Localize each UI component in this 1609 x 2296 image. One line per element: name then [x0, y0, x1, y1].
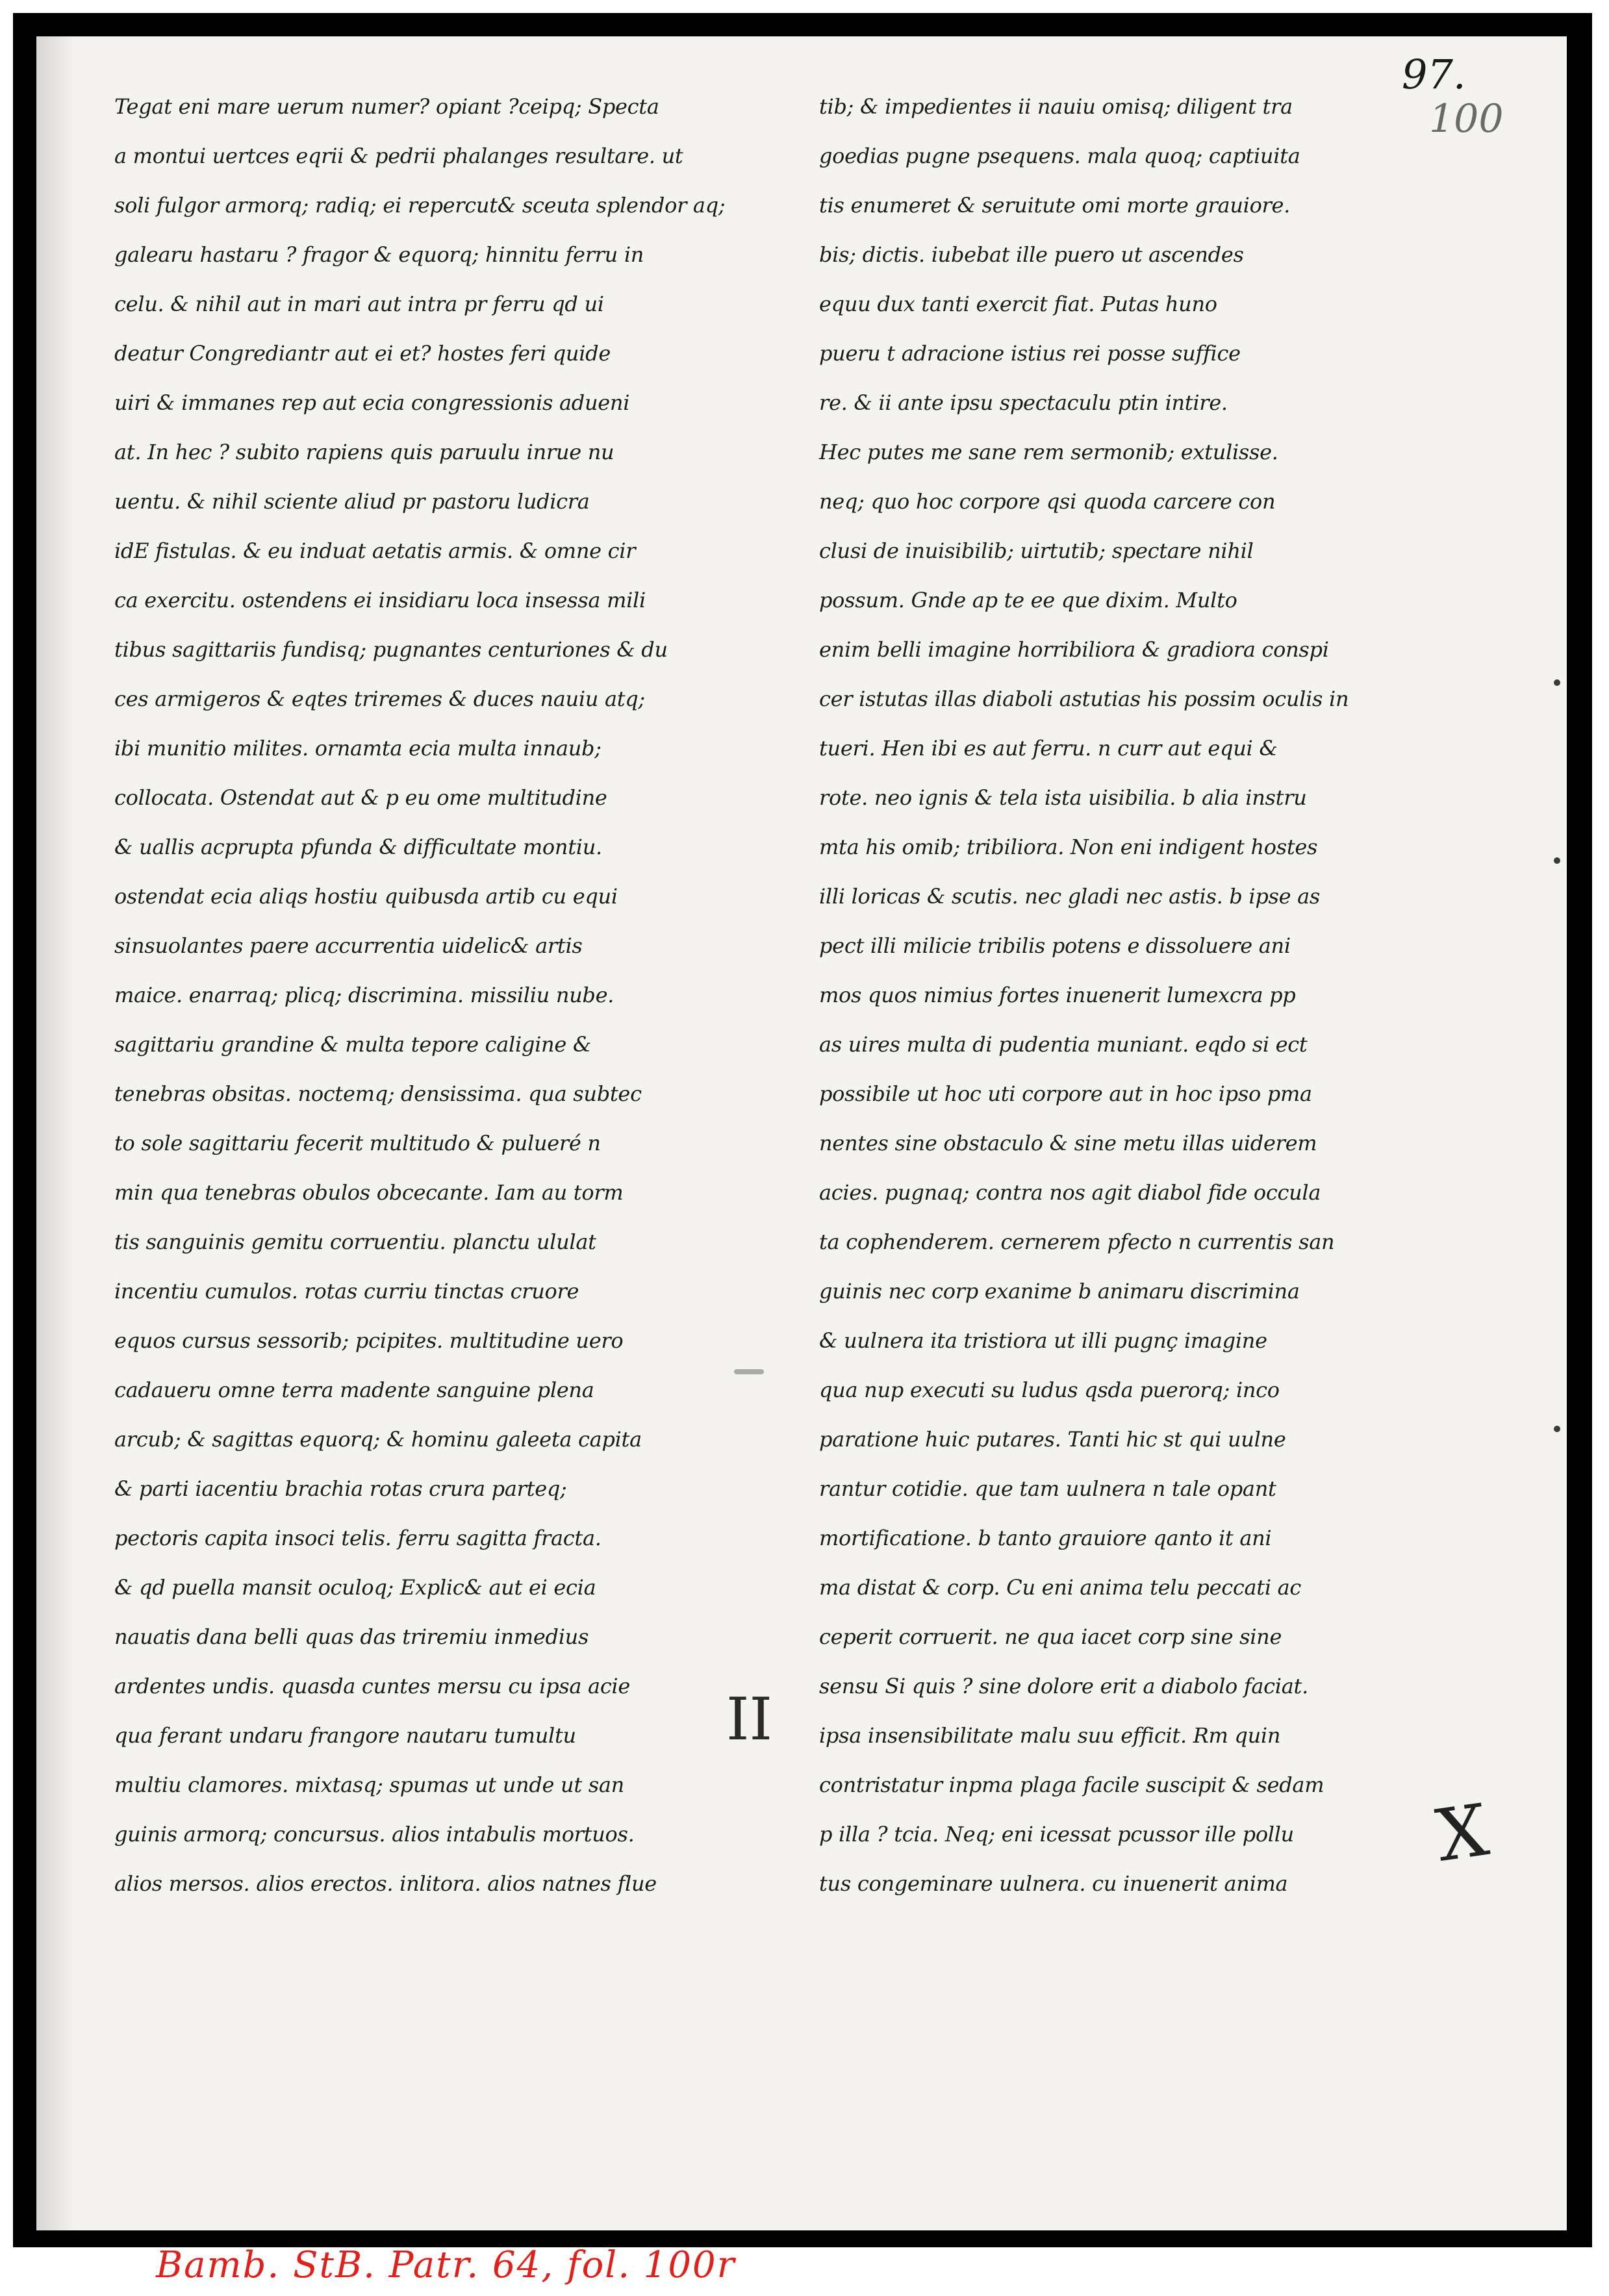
text-line: guinis armorq; concursus. alios intabulis mortuos. [114, 1822, 635, 1847]
text-line: goedias pugne psequens. mala quoq; captiuita [819, 144, 1300, 168]
text-line: paratione huic putares. Tanti hic st qui uulne [819, 1427, 1286, 1452]
margin-side-mark: II [726, 1685, 773, 1754]
text-line: tis sanguinis gemitu corruentiu. planctu ululat [114, 1230, 596, 1254]
text-line: min qua tenebras obulos obcecante. Iam au torm [114, 1180, 624, 1205]
text-line: & uallis acprupta pfunda & difficultate montiu. [114, 835, 602, 859]
text-line: ardentes undis. quasda cuntes mersu cu ipsa acie [114, 1674, 631, 1698]
text-line: ceperit corruerit. ne qua iacet corp sine sine [819, 1624, 1282, 1649]
text-line: uiri & immanes rep aut ecia congressionis adueni [114, 390, 630, 415]
text-line: idE fistulas. & eu induat aetatis armis. & omne cir [114, 538, 636, 563]
text-line: guinis nec corp exanime b animaru discrimina [819, 1279, 1300, 1304]
text-line: ostendat ecia aliqs hostiu quibusda artib cu equi [114, 884, 618, 909]
text-line: mortificatione. b tanto grauiore qanto it ani [819, 1526, 1272, 1550]
text-line: possum. Gnde ap te ee que dixim. Multo [819, 588, 1237, 612]
text-line: maice. enarraq; plicq; discrimina. missiliu nube. [114, 983, 614, 1007]
text-line: contristatur inpma plaga facile suscipit & sedam [819, 1772, 1324, 1797]
text-line: as uires multa di pudentia muniant. eqdo si ect [819, 1032, 1308, 1057]
text-line: neq; quo hoc corpore qsi quoda carcere con [819, 489, 1276, 514]
text-line: arcub; & sagittas equorq; & hominu galeeta capita [114, 1427, 642, 1452]
text-line: Hec putes me sane rem sermonib; extulisse. [819, 440, 1278, 464]
margin-dash-mark [734, 1369, 764, 1374]
text-line: ca exercitu. ostendens ei insidiaru loca insessa mili [114, 588, 646, 612]
text-line: pueru t adracione istius rei posse suffice [819, 341, 1241, 366]
scan-frame [13, 13, 1592, 2247]
text-line: tueri. Hen ibi es aut ferru. n curr aut equi & [819, 736, 1278, 761]
right-text-column [819, 82, 1443, 1908]
gutter-shadow [36, 36, 75, 2230]
text-line: acies. pugnaq; contra nos agit diabol fide occula [819, 1180, 1321, 1205]
text-line: qua nup executi su ludus qsda puerorq; inco [819, 1378, 1280, 1402]
text-line: galearu hastaru ? fragor & equorq; hinnitu ferru in [114, 242, 644, 267]
text-line: enim belli imagine horribiliora & gradiora conspi [819, 637, 1329, 662]
text-line: celu. & nihil aut in mari aut intra pr ferru qd ui [114, 292, 604, 316]
text-line: & qd puella mansit oculoq; Explic& aut ei ecia [114, 1575, 596, 1600]
text-line: Tegat eni mare uerum numer? opiant ?ceipq; Specta [114, 94, 659, 119]
text-line: ma distat & corp. Cu eni anima telu peccati ac [819, 1575, 1302, 1600]
text-line: tus congeminare uulnera. cu inuenerit anima [819, 1871, 1288, 1896]
text-line: rote. neo ignis & tela ista uisibilia. b alia instru [819, 785, 1307, 810]
text-line: to sole sagittariu fecerit multitudo & pulueré n [114, 1131, 601, 1155]
text-line: nauatis dana belli quas das triremiu inmedius [114, 1624, 589, 1649]
text-line: cer istutas illas diaboli astutias his possim oculis in [819, 687, 1349, 711]
left-text-column [114, 82, 738, 1908]
text-line: a montui uertces eqrii & pedrii phalanges resultare. ut [114, 144, 683, 168]
text-line: equos cursus sessorib; pcipites. multitudine uero [114, 1328, 624, 1353]
text-line: illi loricas & scutis. nec gladi nec astis. b ipse as [819, 884, 1321, 909]
text-line: cadaueru omne terra madente sanguine plena [114, 1378, 594, 1402]
text-line: uentu. & nihil sciente aliud pr pastoru ludicra [114, 489, 590, 514]
text-line: tenebras obsitas. noctemq; densissima. qua subtec [114, 1081, 642, 1106]
text-line: ces armigeros & eqtes triremes & duces nauiu atq; [114, 687, 645, 711]
text-line: incentiu cumulos. rotas curriu tinctas cruore [114, 1279, 579, 1304]
folio-number: 97. [1402, 51, 1466, 98]
text-line: & uulnera ita tristiora ut illi pugnç imagine [819, 1328, 1267, 1353]
text-line: ta cophenderem. cernerem pfecto n currentis san [819, 1230, 1335, 1254]
text-line: tibus sagittariis fundisq; pugnantes centuriones & du [114, 637, 668, 662]
text-line: equu dux tanti exercit fiat. Putas huno [819, 292, 1217, 316]
text-line: tis enumeret & seruitute omi morte grauiore. [819, 193, 1291, 218]
text-line: rantur cotidie. que tam uulnera n tale opant [819, 1476, 1276, 1501]
text-line: ipsa insensibilitate malu suu efficit. Rm quin [819, 1723, 1281, 1748]
text-line: sinsuolantes paere accurrentia uidelic& artis [114, 933, 583, 958]
text-line: & parti iacentiu brachia rotas crura parteq; [114, 1476, 567, 1501]
text-line: soli fulgor armorq; radiq; ei repercut& sceuta splendor aq; [114, 193, 726, 218]
binding-hole [1554, 857, 1560, 864]
text-line: alios mersos. alios erectos. inlitora. alios natnes flue [114, 1871, 657, 1896]
text-line: sagittariu grandine & multa tepore caligine & [114, 1032, 592, 1057]
text-line: qua ferant undaru frangore nautaru tumultu [114, 1723, 576, 1748]
text-line: mos quos nimius fortes inuenerit lumexcra pp [819, 983, 1296, 1007]
text-line: possibile ut hoc uti corpore aut in hoc ipso pma [819, 1081, 1312, 1106]
manuscript-page [36, 36, 1567, 2230]
text-line: bis; dictis. iubebat ille puero ut ascendes [819, 242, 1244, 267]
text-line: ibi munitio milites. ornamta ecia multa innaub; [114, 736, 602, 761]
text-line: at. In hec ? subito rapiens quis paruulu inrue nu [114, 440, 614, 464]
text-line: nentes sine obstaculo & sine metu illas uiderem [819, 1131, 1317, 1155]
shelfmark-caption: Bamb. StB. Patr. 64, fol. 100r [156, 2244, 736, 2286]
text-line: clusi de inuisibilib; uirtutib; spectare nihil [819, 538, 1254, 563]
text-line: re. & ii ante ipsu spectaculu ptin intire. [819, 390, 1228, 415]
text-line: sensu Si quis ? sine dolore erit a diabolo faciat. [819, 1674, 1308, 1698]
folio-pencil-number: 100 [1429, 96, 1504, 142]
text-line: multiu clamores. mixtasq; spumas ut unde ut san [114, 1772, 624, 1797]
text-line: collocata. Ostendat aut & p eu ome multitudine [114, 785, 607, 810]
margin-x-mark: X [1431, 1788, 1493, 1878]
text-line: p illa ? tcia. Neq; eni icessat pcussor ille pollu [819, 1822, 1294, 1847]
binding-hole [1554, 1426, 1560, 1432]
binding-hole [1554, 679, 1560, 686]
text-line: tib; & impedientes ii nauiu omisq; diligent tra [819, 94, 1293, 119]
text-line: deatur Congrediantr aut ei et? hostes feri quide [114, 341, 611, 366]
text-line: pectoris capita insoci telis. ferru sagitta fracta. [114, 1526, 602, 1550]
text-line: mta his omib; tribiliora. Non eni indigent hostes [819, 835, 1318, 859]
text-line: pect illi milicie tribilis potens e dissoluere ani [819, 933, 1291, 958]
